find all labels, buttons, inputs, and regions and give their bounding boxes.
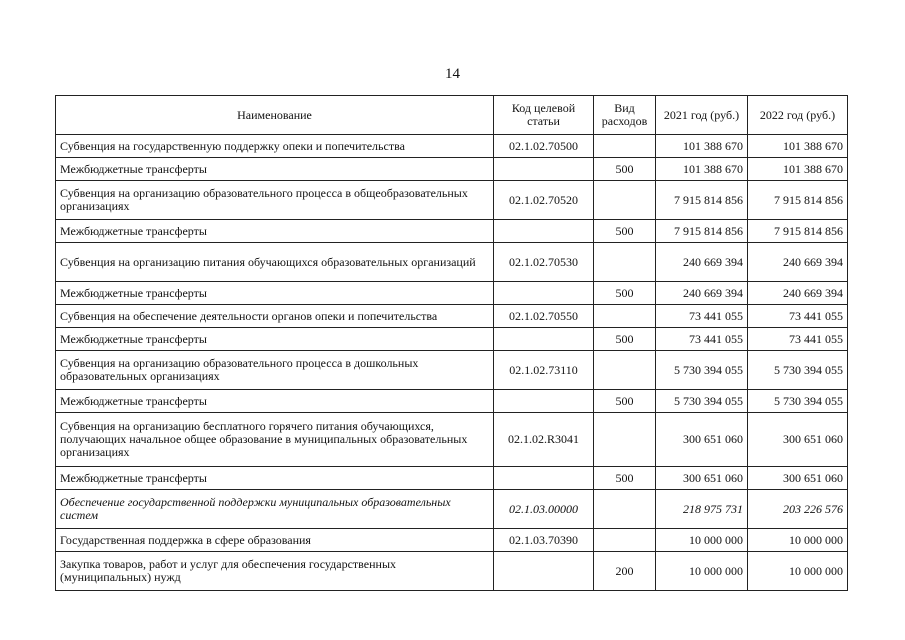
row-2021: 5 730 394 055 xyxy=(656,351,748,390)
row-code xyxy=(494,158,594,181)
row-2021: 240 669 394 xyxy=(656,282,748,305)
page-number: 14 xyxy=(445,66,460,82)
row-code xyxy=(494,282,594,305)
row-kind: 500 xyxy=(594,282,656,305)
row-2021: 7 915 814 856 xyxy=(656,220,748,243)
row-kind xyxy=(594,305,656,328)
row-code: 02.1.02.70500 xyxy=(494,135,594,158)
row-2021: 5 730 394 055 xyxy=(656,390,748,413)
row-2022: 7 915 814 856 xyxy=(748,220,848,243)
row-code: 02.1.03.00000 xyxy=(494,490,594,529)
row-2022: 10 000 000 xyxy=(748,529,848,552)
row-name: Закупка товаров, работ и услуг для обеспечения государственных (муниципальных) нужд xyxy=(56,552,494,591)
row-2022: 240 669 394 xyxy=(748,282,848,305)
row-code: 02.1.03.70390 xyxy=(494,529,594,552)
row-code: 02.1.02.70530 xyxy=(494,243,594,282)
table-row xyxy=(56,243,848,282)
row-kind xyxy=(594,529,656,552)
header-kind: Вид расходов xyxy=(594,96,656,135)
row-2021: 10 000 000 xyxy=(656,552,748,591)
row-2021: 300 651 060 xyxy=(656,467,748,490)
table-row xyxy=(56,135,848,158)
table-row xyxy=(56,181,848,220)
table-row xyxy=(56,220,848,243)
row-2022: 101 388 670 xyxy=(748,158,848,181)
row-kind: 200 xyxy=(594,552,656,591)
header-code: Код целевой статьи xyxy=(494,96,594,135)
row-2022: 5 730 394 055 xyxy=(748,351,848,390)
row-code xyxy=(494,390,594,413)
row-kind xyxy=(594,135,656,158)
row-name: Субвенция на государственную поддержку опеки и попечительства xyxy=(56,135,494,158)
row-kind xyxy=(594,351,656,390)
row-name: Субвенция на организацию образовательного процесса в общеобразовательных организациях xyxy=(56,181,494,220)
row-name: Субвенция на организацию бесплатного горячего питания обучающихся, получающих начальное общее образование в муниципальных образовательных организациях xyxy=(56,413,494,467)
table-row xyxy=(56,467,848,490)
row-code: 02.1.02.73110 xyxy=(494,351,594,390)
row-code xyxy=(494,328,594,351)
table-row xyxy=(56,490,848,529)
row-kind: 500 xyxy=(594,467,656,490)
table-row xyxy=(56,328,848,351)
row-kind: 500 xyxy=(594,328,656,351)
table-row xyxy=(56,529,848,552)
header-2021: 2021 год (руб.) xyxy=(656,96,748,135)
row-code: 02.1.02.R3041 xyxy=(494,413,594,467)
row-code: 02.1.02.70550 xyxy=(494,305,594,328)
row-2021: 218 975 731 xyxy=(656,490,748,529)
row-code xyxy=(494,220,594,243)
table-row xyxy=(56,390,848,413)
row-name: Межбюджетные трансферты xyxy=(56,282,494,305)
row-kind xyxy=(594,490,656,529)
row-kind: 500 xyxy=(594,220,656,243)
row-name: Субвенция на организацию образовательного процесса в дошкольных образовательных организациях xyxy=(56,351,494,390)
row-2022: 7 915 814 856 xyxy=(748,181,848,220)
row-2022: 240 669 394 xyxy=(748,243,848,282)
row-2022: 300 651 060 xyxy=(748,413,848,467)
row-code xyxy=(494,467,594,490)
row-name: Государственная поддержка в сфере образования xyxy=(56,529,494,552)
row-name: Межбюджетные трансферты xyxy=(56,467,494,490)
row-name: Обеспечение государственной поддержки муниципальных образовательных систем xyxy=(56,490,494,529)
row-code xyxy=(494,552,594,591)
row-kind xyxy=(594,243,656,282)
row-name: Межбюджетные трансферты xyxy=(56,220,494,243)
table-row xyxy=(56,552,848,591)
header-name: Наименование xyxy=(56,96,494,135)
row-2022: 300 651 060 xyxy=(748,467,848,490)
row-2021: 10 000 000 xyxy=(656,529,748,552)
row-kind xyxy=(594,181,656,220)
row-2021: 73 441 055 xyxy=(656,328,748,351)
row-2021: 7 915 814 856 xyxy=(656,181,748,220)
table-row xyxy=(56,282,848,305)
table-row xyxy=(56,351,848,390)
row-2022: 73 441 055 xyxy=(748,328,848,351)
header-2022: 2022 год (руб.) xyxy=(748,96,848,135)
row-2022: 101 388 670 xyxy=(748,135,848,158)
table-row xyxy=(56,305,848,328)
row-2021: 300 651 060 xyxy=(656,413,748,467)
row-name: Субвенция на обеспечение деятельности органов опеки и попечительства xyxy=(56,305,494,328)
row-name: Субвенция на организацию питания обучающихся образовательных организаций xyxy=(56,243,494,282)
table-row xyxy=(56,413,848,467)
row-2021: 240 669 394 xyxy=(656,243,748,282)
row-kind: 500 xyxy=(594,158,656,181)
row-name: Межбюджетные трансферты xyxy=(56,328,494,351)
row-2022: 5 730 394 055 xyxy=(748,390,848,413)
row-kind: 500 xyxy=(594,390,656,413)
table-header-row xyxy=(56,96,848,135)
row-name: Межбюджетные трансферты xyxy=(56,158,494,181)
table-row xyxy=(56,158,848,181)
row-2022: 203 226 576 xyxy=(748,490,848,529)
row-name: Межбюджетные трансферты xyxy=(56,390,494,413)
row-code: 02.1.02.70520 xyxy=(494,181,594,220)
budget-table xyxy=(55,95,848,591)
row-2022: 73 441 055 xyxy=(748,305,848,328)
row-2021: 73 441 055 xyxy=(656,305,748,328)
row-kind xyxy=(594,413,656,467)
row-2021: 101 388 670 xyxy=(656,158,748,181)
row-2021: 101 388 670 xyxy=(656,135,748,158)
row-2022: 10 000 000 xyxy=(748,552,848,591)
